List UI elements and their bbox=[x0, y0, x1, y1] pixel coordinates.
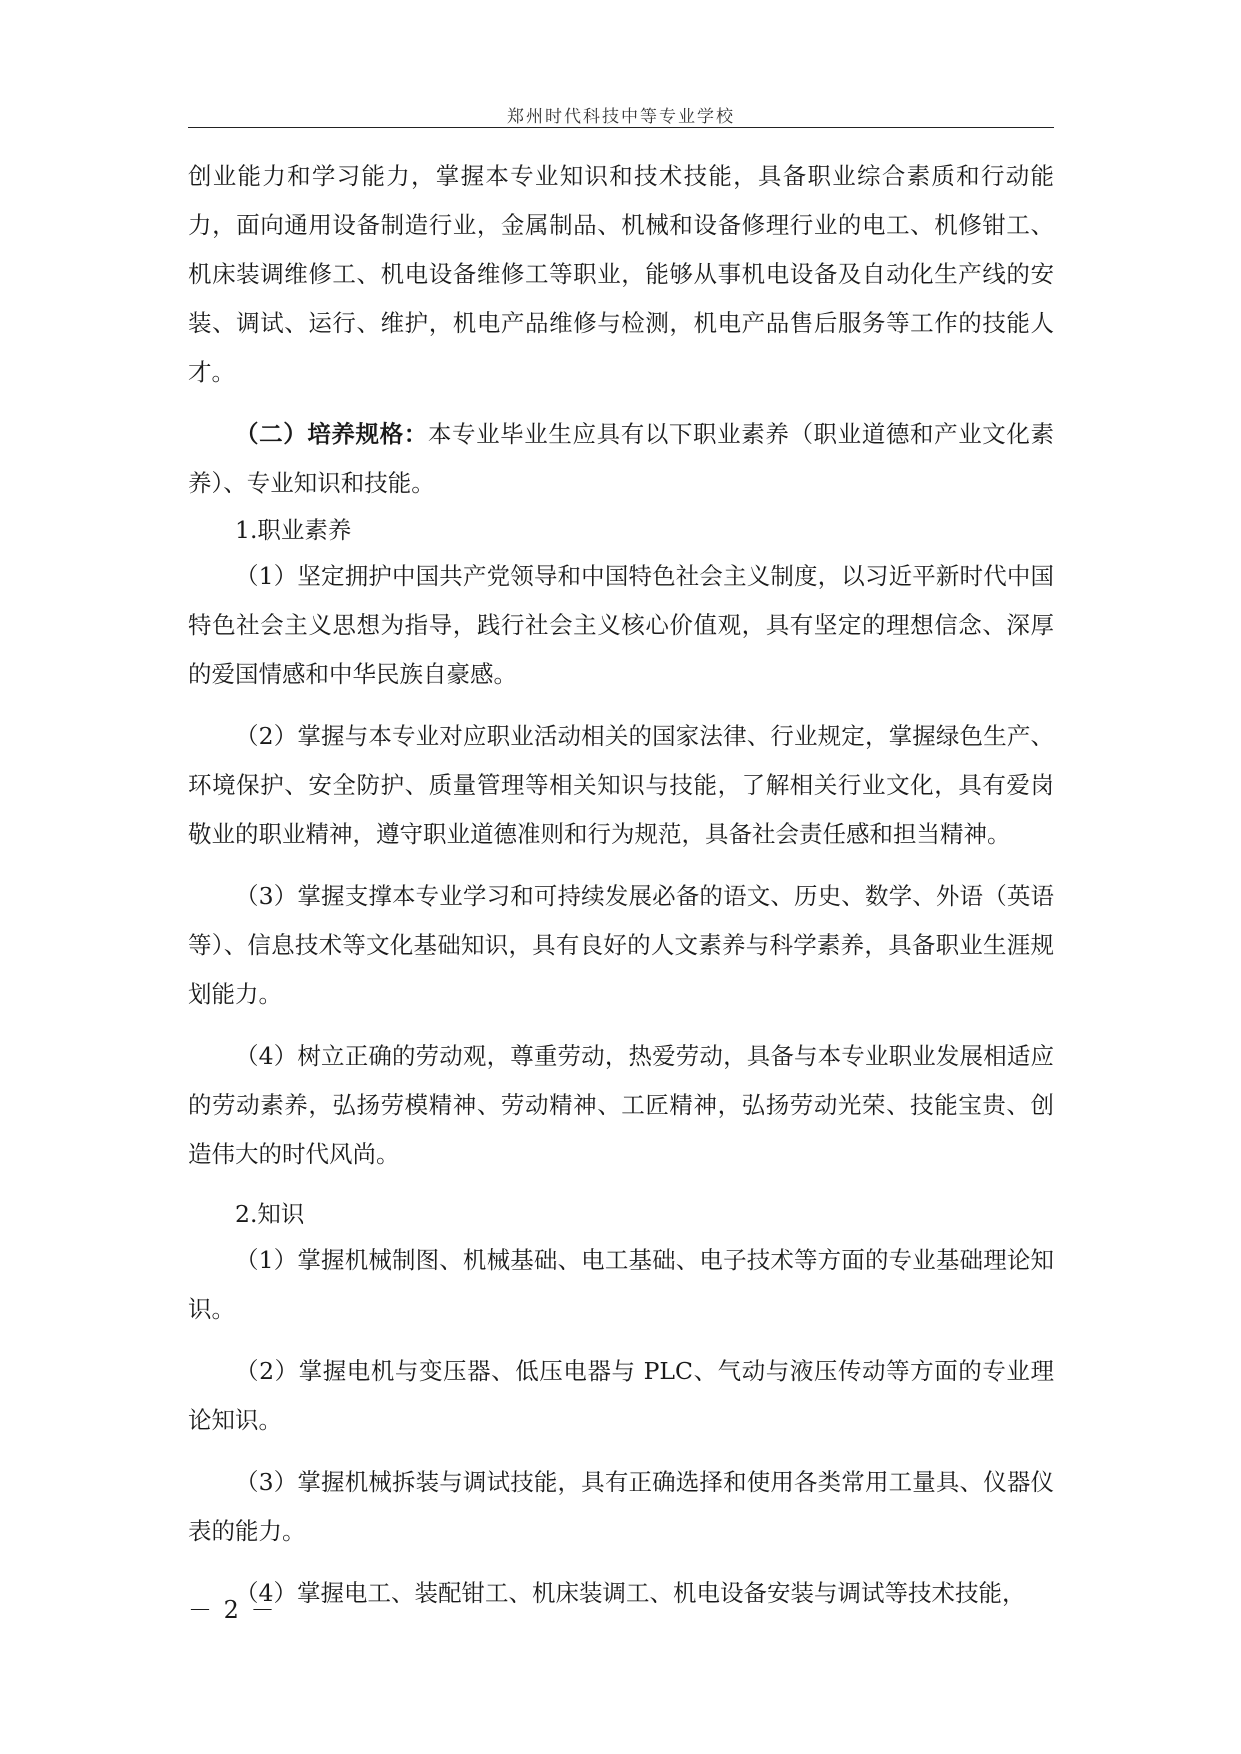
intro-paragraph: 创业能力和学习能力，掌握本专业知识和技术技能，具备职业综合素质和行动能力，面向通用设备制造行业，金属制品、机械和设备修理行业的电工、机修钳工、机床装调维修工、机电设备维修工等职业，能够从事机电设备及自动化生产线的安装、调试、运行、维护，机电产品维修与检测，机电产品售后服务等工作的技能人才。 bbox=[188, 162, 1054, 386]
subsection-title-professional-quality: 1.职业素养 bbox=[235, 516, 352, 544]
list-item: （4）掌握电工、装配钳工、机床装调工、机电设备安装与调试等技术技能， bbox=[235, 1579, 1026, 1607]
section-heading: （二）培养规格： bbox=[235, 420, 428, 448]
section-lead: 本专业毕业生应具有以下职业素养（职业道德和产业文化素养）、专业知识和技能。 bbox=[188, 420, 1055, 497]
list-item: （2）掌握电机与变压器、低压电器与 PLC、气动与液压传动等方面的专业理论知识。 bbox=[188, 1357, 1054, 1434]
document-body bbox=[188, 152, 1054, 1631]
professional-quality-list bbox=[188, 552, 1054, 1179]
list-item: （4）树立正确的劳动观，尊重劳动，热爱劳动，具备与本专业职业发展相适应的劳动素养，弘扬劳模精神、劳动精神、工匠精神，弘扬劳动光荣、技能宝贵、创造伟大的时代风尚。 bbox=[188, 1042, 1054, 1168]
section-paragraph bbox=[188, 410, 1054, 508]
subsection-title-knowledge: 2.知识 bbox=[235, 1200, 305, 1228]
knowledge-list bbox=[188, 1236, 1054, 1618]
page-header: 郑州时代科技中等专业学校 bbox=[507, 107, 735, 127]
list-item: （3）掌握支撑本专业学习和可持续发展必备的语文、历史、数学、外语（英语等）、信息技术等文化基础知识，具有良好的人文素养与科学素养，具备职业生涯规划能力。 bbox=[188, 882, 1054, 1008]
list-item: （3）掌握机械拆装与调试技能，具有正确选择和使用各类常用工量具、仪器仪表的能力。 bbox=[188, 1468, 1054, 1545]
list-item: （1）掌握机械制图、机械基础、电工基础、电子技术等方面的专业基础理论知识。 bbox=[188, 1246, 1054, 1323]
list-item: （1）坚定拥护中国共产党领导和中国特色社会主义制度，以习近平新时代中国特色社会主义思想为指导，践行社会主义核心价值观，具有坚定的理想信念、深厚的爱国情感和中华民族自豪感。 bbox=[188, 562, 1054, 688]
page-number: － 2 － bbox=[188, 1596, 277, 1624]
list-item: （2）掌握与本专业对应职业活动相关的国家法律、行业规定，掌握绿色生产、环境保护、安全防护、质量管理等相关知识与技能，了解相关行业文化，具有爱岗敬业的职业精神，遵守职业道德准则和行为规范，具备社会责任感和担当精神。 bbox=[188, 722, 1054, 848]
header-rule bbox=[188, 127, 1054, 128]
